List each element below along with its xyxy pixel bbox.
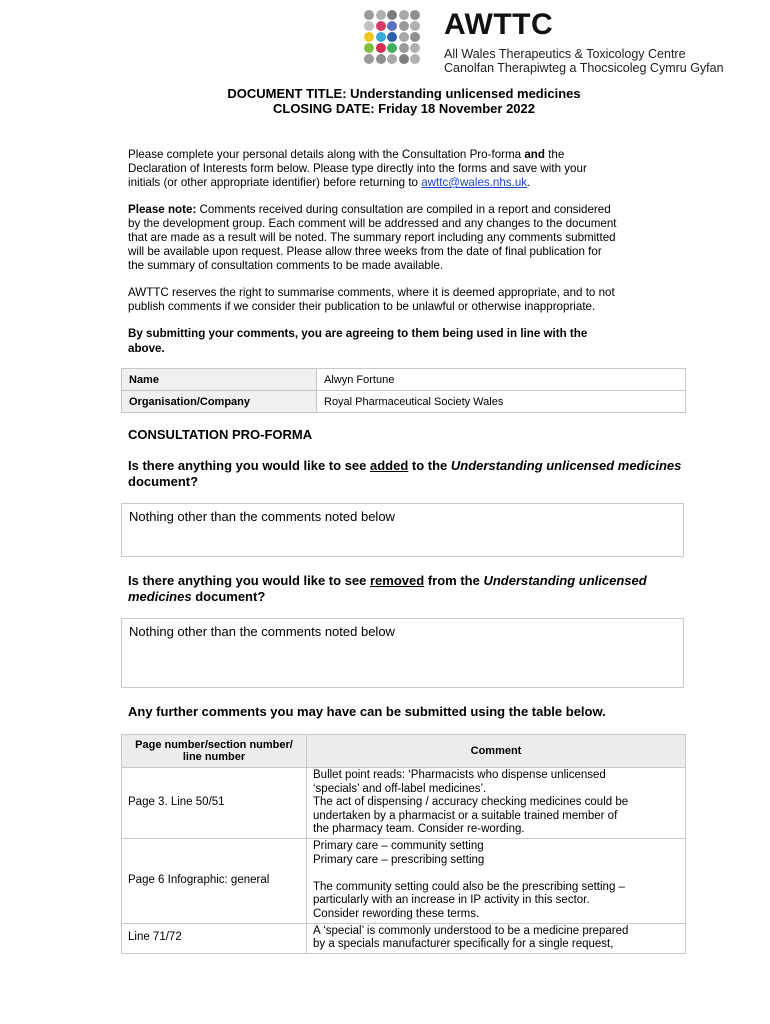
closing-date: CLOSING DATE: Friday 18 November 2022 — [272, 101, 535, 116]
logo-dot — [364, 43, 374, 53]
table-row — [122, 391, 686, 413]
document-title: DOCUMENT TITLE: Understanding unlicensed medicines — [227, 86, 581, 101]
intro-text: initials (or other appropriate identifier) before returning to — [128, 176, 422, 189]
table-row — [122, 768, 686, 839]
logo-dot — [387, 54, 397, 64]
logo-english-name: All Wales Therapeutics & Toxicology Centre — [444, 47, 686, 61]
logo-dot-grid — [364, 10, 424, 66]
column-header-text: Page number/section number/ — [135, 739, 293, 751]
logo-dot — [399, 10, 409, 20]
rights-paragraph — [128, 286, 678, 314]
comment-text[interactable] — [307, 923, 686, 953]
agreement-text: By submitting your comments, you are agreeing to them being used in line with the — [128, 327, 588, 340]
comment-text[interactable] — [307, 768, 686, 839]
answer-removed-field[interactable]: Nothing other than the comments noted below — [121, 618, 684, 688]
logo-dot — [387, 43, 397, 53]
note-text: Comments received during consultation are compiled in a report and considered — [196, 203, 611, 216]
intro-text: Please complete your personal details along with the Consultation Pro-forma — [128, 148, 525, 161]
question-text: document? — [128, 474, 199, 489]
logo-dot — [376, 43, 386, 53]
logo-dot — [364, 21, 374, 31]
comment-line — [313, 867, 679, 881]
question-removed — [128, 573, 688, 605]
logo-dot — [399, 32, 409, 42]
comment-line: particularly with an increase in IP activity in this sector. — [313, 894, 590, 907]
question-text: document? — [191, 589, 266, 604]
question-document-name: Understanding unlicensed medicines — [450, 458, 682, 473]
comments-table — [121, 734, 686, 954]
question-added — [128, 458, 688, 490]
organisation-field[interactable]: Royal Pharmaceutical Society Wales — [317, 391, 686, 413]
question-keyword-removed: removed — [370, 573, 425, 588]
logo-dot — [410, 43, 420, 53]
rights-text: publish comments if we consider their publication to be unlawful or otherwise inappropriate. — [128, 300, 596, 313]
column-header-reference — [122, 735, 307, 768]
intro-paragraph — [128, 148, 678, 190]
agreement-paragraph — [128, 326, 678, 356]
question-text: Is there anything you would like to see — [128, 573, 370, 588]
email-link[interactable]: awttc@wales.nhs.uk — [421, 176, 528, 189]
logo-dot — [376, 54, 386, 64]
note-text: will be available upon request. Please allow three weeks from the date of final publication for — [128, 245, 602, 258]
comment-line: the pharmacy team. Consider re-wording. — [313, 823, 525, 836]
question-text: to the — [408, 458, 451, 473]
intro-text: . — [527, 176, 531, 189]
intro-bold-and: and — [524, 148, 545, 161]
comment-line: ‘specials’ and off-label medicines’. — [313, 782, 487, 795]
logo-dot — [376, 21, 386, 31]
comment-text[interactable] — [307, 838, 686, 923]
awttc-logo — [364, 8, 764, 75]
logo-dot — [376, 10, 386, 20]
logo-dot — [399, 54, 409, 64]
logo-dot — [376, 32, 386, 42]
organisation-label: Organisation/Company — [122, 391, 317, 413]
logo-dot — [387, 21, 397, 31]
logo-dot — [410, 32, 420, 42]
comment-reference[interactable]: Line 71/72 — [122, 923, 307, 953]
logo-dot — [364, 54, 374, 64]
comment-line: Primary care – community setting — [313, 839, 484, 852]
table-header-row — [122, 735, 686, 768]
table-row — [122, 838, 686, 923]
comment-line: by a specials manufacturer specifically for a single request, — [313, 938, 614, 951]
intro-text: the — [544, 148, 565, 161]
question-keyword-added: added — [370, 458, 409, 473]
comment-line: The act of dispensing / accuracy checking medicines could be — [313, 796, 629, 809]
comment-line: Primary care – prescribing setting — [313, 853, 485, 866]
comment-line: Consider rewording these terms. — [313, 907, 480, 920]
logo-welsh-name: Canolfan Therapiwteg a Thocsicoleg Cymru Gyfan — [444, 61, 724, 75]
answer-added-field[interactable]: Nothing other than the comments noted below — [121, 503, 684, 557]
logo-name: AWTTC — [444, 8, 554, 41]
logo-dot — [410, 10, 420, 20]
name-field[interactable]: Alwyn Fortune — [317, 369, 686, 391]
question-document-name: Understanding unlicensed medicines — [128, 573, 647, 604]
personal-details-table — [121, 368, 686, 413]
note-text: by the development group. Each comment will be addressed and any changes to the document — [128, 217, 617, 230]
question-text: Is there anything you would like to see — [128, 458, 370, 473]
comment-line: The community setting could also be the prescribing setting – — [313, 880, 625, 893]
logo-dot — [387, 10, 397, 20]
table-row — [122, 923, 686, 953]
column-header-comment: Comment — [307, 735, 686, 768]
agreement-text: above. — [128, 342, 165, 355]
comment-line: A ‘special’ is commonly understood to be a medicine prepared — [313, 924, 629, 937]
note-label: Please note: — [128, 203, 197, 216]
comment-reference[interactable]: Page 6 Infographic: general — [122, 838, 307, 923]
logo-dot — [410, 54, 420, 64]
logo-dot — [410, 21, 420, 31]
question-text: from the — [424, 573, 484, 588]
logo-dot — [387, 32, 397, 42]
note-text: that are made as a result will be noted. The summary report including any comments submitted — [128, 231, 616, 244]
rights-text: AWTTC reserves the right to summarise comments, where it is deemed appropriate, and to not — [128, 286, 615, 299]
note-paragraph — [128, 203, 678, 273]
logo-dot — [399, 43, 409, 53]
name-label: Name — [122, 369, 317, 391]
table-row — [122, 369, 686, 391]
note-text: the summary of consultation comments to be made available. — [128, 259, 444, 272]
comment-line: undertaken by a pharmacist or a suitable trained member of — [313, 809, 618, 822]
comment-reference[interactable]: Page 3. Line 50/51 — [122, 768, 307, 839]
logo-dot — [364, 10, 374, 20]
comment-line: Bullet point reads: ‘Pharmacists who dispense unlicensed — [313, 769, 606, 781]
intro-text: Declaration of Interests form below. Please type directly into the forms and save with your — [128, 162, 587, 175]
logo-dot — [364, 32, 374, 42]
further-comments-heading: Any further comments you may have can be submitted using the table below. — [128, 704, 606, 719]
logo-dot — [399, 21, 409, 31]
proforma-heading: CONSULTATION PRO-FORMA — [128, 427, 313, 442]
column-header-text: line number — [182, 751, 246, 763]
